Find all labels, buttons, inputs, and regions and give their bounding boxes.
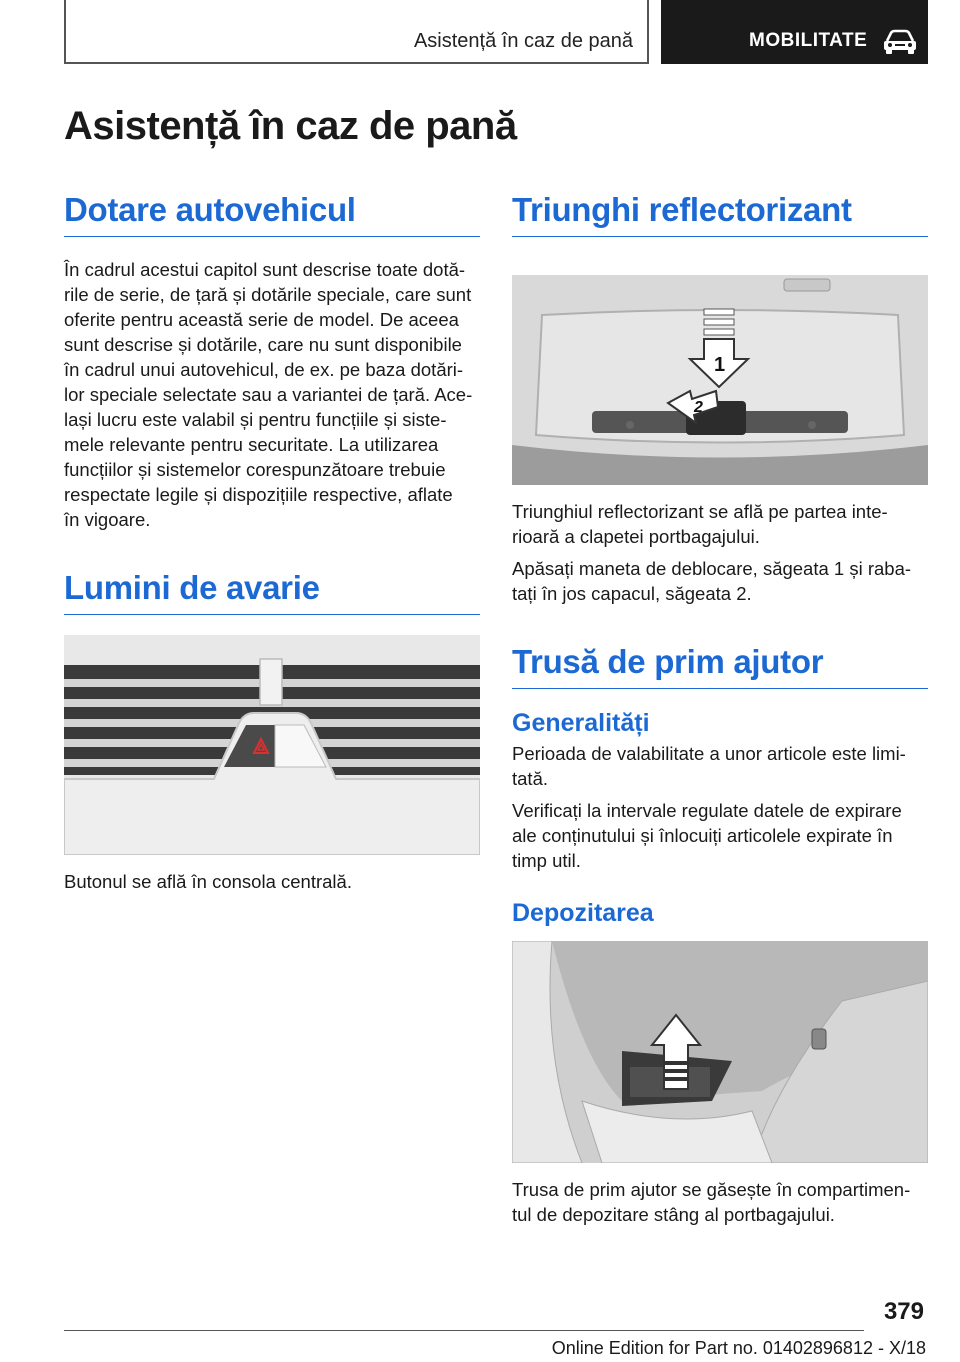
hazard-button-illustration	[64, 635, 480, 855]
page-title: Asistență în caz de pană	[64, 104, 517, 148]
page-header	[64, 0, 928, 64]
arrow-1-label: 1	[714, 354, 726, 376]
heading-dotare-autovehicul: Dotare autovehicul	[64, 190, 480, 237]
heading-generalitati: Generalități	[512, 709, 650, 737]
heading-triunghi-reflectorizant: Triunghi reflectorizant	[512, 190, 928, 237]
text-line: respectate legile și dispozițiile respective, aflate	[64, 484, 453, 505]
right-column	[512, 190, 928, 1227]
left-column	[64, 190, 480, 894]
text-line: mele relevante pentru securitate. La utilizarea	[64, 434, 439, 455]
generalitati-paragraph-1	[512, 741, 928, 791]
text-line: Triunghiul reflectorizant se află pe partea inte‐	[512, 501, 888, 522]
text-line: rile de serie, de țară și dotările speciale, care sunt	[64, 284, 472, 305]
generalitati-paragraph-2	[512, 798, 928, 873]
text-line: tată.	[512, 768, 548, 789]
first-aid-storage-image	[512, 941, 928, 1163]
footer-divider	[64, 1330, 864, 1331]
trunk-storage-illustration	[512, 941, 928, 1163]
header-section-box	[64, 0, 649, 64]
triangle-paragraph-2	[512, 556, 928, 606]
heading-depozitarea: Depozitarea	[512, 899, 654, 927]
text-line: În cadrul acestui capitol sunt descrise toate dotă‐	[64, 259, 466, 280]
trunk-lid-illustration	[512, 275, 928, 485]
hazard-caption: Butonul se află în consola centrală.	[64, 871, 352, 892]
triangle-paragraph-1	[512, 499, 928, 549]
text-line: tați în jos capacul, săgeata 2.	[512, 583, 752, 604]
car-icon	[881, 29, 919, 55]
text-line: în vigoare.	[64, 509, 151, 530]
heading-trusa-de-prim-ajutor: Trusă de prim ajutor	[512, 642, 928, 689]
text-line: lași lucru este valabil și pentru funcțiile și siste‐	[64, 409, 447, 430]
text-line: Perioada de valabilitate a unor articole este limi‐	[512, 743, 906, 764]
text-line: sunt descrise și dotările, care nu sunt disponibile	[64, 334, 462, 355]
text-line: lor speciale selectate sau a variantei de țară. Ace‐	[64, 384, 473, 405]
text-line: Trusa de prim ajutor se găsește în compartimen‐	[512, 1179, 911, 1200]
header-section-title: Asistență în caz de pană	[413, 30, 633, 52]
text-line: rioară a clapetei portbagajului.	[512, 526, 760, 547]
header-chapter-tab	[661, 0, 928, 64]
text-line: Apăsați maneta de deblocare, săgeata 1 și raba‐	[512, 558, 912, 579]
header-chapter-label: MOBILITATE	[749, 30, 868, 51]
dotare-paragraph	[64, 257, 480, 532]
text-line: Verificați la intervale regulate datele de expirare	[512, 800, 902, 821]
text-line: tul de depozitare stâng al portbagajului.	[512, 1204, 835, 1225]
text-line: oferite pentru această serie de model. De aceea	[64, 309, 459, 330]
text-line: funcțiilor și sistemelor corespunzătoare trebuie	[64, 459, 446, 480]
text-line: ale conținutului și înlocuiți articolele expirate în	[512, 825, 893, 846]
footer-edition: Online Edition for Part no. 01402896812 - X/18	[551, 1338, 926, 1358]
text-line: în cadrul unui autovehicul, de ex. pe baza dotări‐	[64, 359, 464, 380]
page-number: 379	[883, 1298, 924, 1325]
arrow-2-label: 2	[694, 399, 703, 416]
hazard-button-image	[64, 635, 480, 855]
heading-lumini-de-avarie: Lumini de avarie	[64, 568, 480, 615]
text-line: timp util.	[512, 850, 581, 871]
storage-caption	[512, 1177, 928, 1227]
warning-triangle-image	[512, 275, 928, 485]
